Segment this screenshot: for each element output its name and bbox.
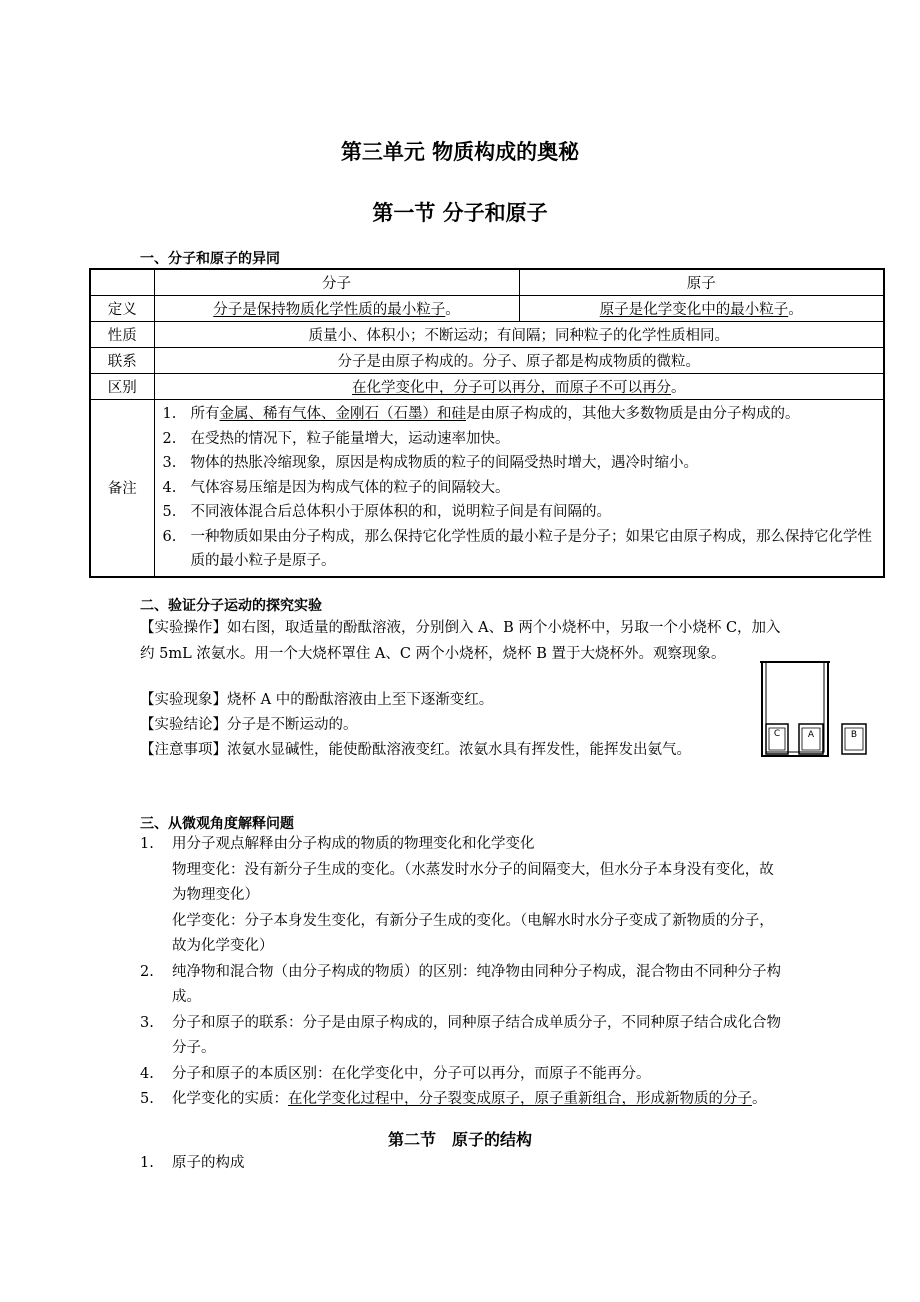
section2-item: 1. 原子的构成 — [140, 1155, 245, 1171]
experiment-notice: 【注意事项】浓氨水显碱性，能使酚酞溶液变红。浓氨水具有挥发性，能挥发出氨气。 — [140, 742, 691, 758]
part1-heading: 一、分子和原子的异同 — [140, 251, 280, 267]
large-beaker-icon — [760, 662, 830, 756]
list-item: 2. 纯净物和混合物（由分子构成的物质）的区别：纯净物由同种分子构成，混合物由不同种分子构成。 — [140, 963, 781, 1005]
beaker-diagram — [758, 660, 874, 760]
experiment-conclusion: 【实验结论】分子是不断运动的。 — [140, 717, 358, 733]
header-molecule: 分子 — [154, 269, 519, 296]
part3-heading: 三、从微观角度解释问题 — [140, 816, 294, 832]
row-label: 区别 — [90, 374, 154, 400]
cell-def-atom: 原子是化学变化中的最小粒子。 — [519, 296, 884, 322]
table-row-notes — [90, 400, 884, 577]
list-item: 4. 气体容易压缩是因为构成气体的粒子的间隔较大。 — [162, 479, 510, 496]
cell-difference: 在化学变化中，分子可以再分，而原子不可以再分。 — [154, 374, 884, 400]
row-label: 联系 — [90, 348, 154, 374]
cell-def-molecule: 分子是保持物质化学性质的最小粒子。 — [154, 296, 519, 322]
beaker-a-icon — [799, 724, 823, 754]
notes-list — [163, 402, 880, 574]
table-header-row — [90, 269, 884, 296]
table-row-definition — [90, 296, 884, 322]
list-item: 1. 所有金属、稀有气体、金刚石（石墨）和硅是由原子构成的，其他大多数物质是由分子构成的。 — [162, 406, 800, 422]
comparison-table — [89, 268, 885, 578]
experiment-operation: 【实验操作】如右图，取适量的酚酞溶液，分别倒入 A、B 两个小烧杯中，另取一个小烧杯 C，加入约 5mL 浓氨水。用一个大烧杯罩住 A、C 两个小烧杯，烧杯 B 置于大烧杯外。观察现象。 — [140, 620, 781, 662]
part3-content — [140, 832, 782, 1113]
list-item: 3. 分子和原子的联系：分子是由原子构成的，同种原子结合成单质分子，不同种原子结合成化合物分子。 — [140, 1014, 781, 1056]
list-item: 6. 一种物质如果由分子构成，那么保持它化学性质的最小粒子是分子；如果它由原子构成，那么保持它化学性质的最小粒子是原子。 — [162, 528, 872, 569]
list-item: 1. 用分子观点解释由分子构成的物质的物理变化和化学变化 物理变化：没有新分子生成的变化。（水蒸发时水分子的间隔变大，但水分子本身没有变化，故为物理变化） 化学变化：分子本身发生变化，有新分子生成的变化。（电解水时水分子变成了新物质的分子，故为化学变化） — [140, 836, 774, 954]
list-item: 3. 物体的热胀冷缩现象，原因是构成物质的粒子的间隔受热时增大，遇冷时缩小。 — [162, 455, 698, 471]
beaker-b-label: B — [850, 730, 858, 740]
list-item: 5. 化学变化的实质：在化学变化过程中，分子裂变成原子，原子重新组合，形成新物质的分子。 — [140, 1091, 767, 1107]
cell-property: 质量小、体积小；不断运动；有间隔；同种粒子的化学性质相同。 — [154, 322, 884, 348]
list-item: 5. 不同液体混合后总体积小于原体积的和，说明粒子间是有间隔的。 — [162, 504, 611, 520]
beaker-c-label: C — [773, 729, 781, 739]
table-row-property — [90, 322, 884, 348]
experiment-phenomenon: 【实验现象】烧杯 A 中的酚酞溶液由上至下逐渐变红。 — [140, 692, 494, 708]
beaker-a-label: A — [807, 730, 815, 740]
row-label: 定义 — [90, 296, 154, 322]
section1-title: 第一节 分子和原子 — [372, 201, 548, 225]
header-atom: 原子 — [519, 269, 884, 296]
section2-title: 第二节 原子的结构 — [387, 1130, 532, 1149]
beaker-c-icon — [766, 724, 788, 754]
unit-title: 第三单元 物质构成的奥秘 — [340, 140, 580, 164]
row-label: 备注 — [90, 400, 154, 577]
part2-heading: 二、验证分子运动的探究实验 — [140, 598, 322, 614]
table-row-link — [90, 348, 884, 374]
list-item: 2. 在受热的情况下，粒子能量增大，运动速率加快。 — [162, 430, 510, 447]
cell-link: 分子是由原子构成的。分子、原子都是构成物质的微粒。 — [154, 348, 884, 374]
beaker-b-icon — [842, 724, 866, 754]
row-label: 性质 — [90, 322, 154, 348]
list-item: 4. 分子和原子的本质区别：在化学变化中，分子可以再分，而原子不能再分。 — [140, 1065, 651, 1082]
table-row-difference — [90, 374, 884, 400]
